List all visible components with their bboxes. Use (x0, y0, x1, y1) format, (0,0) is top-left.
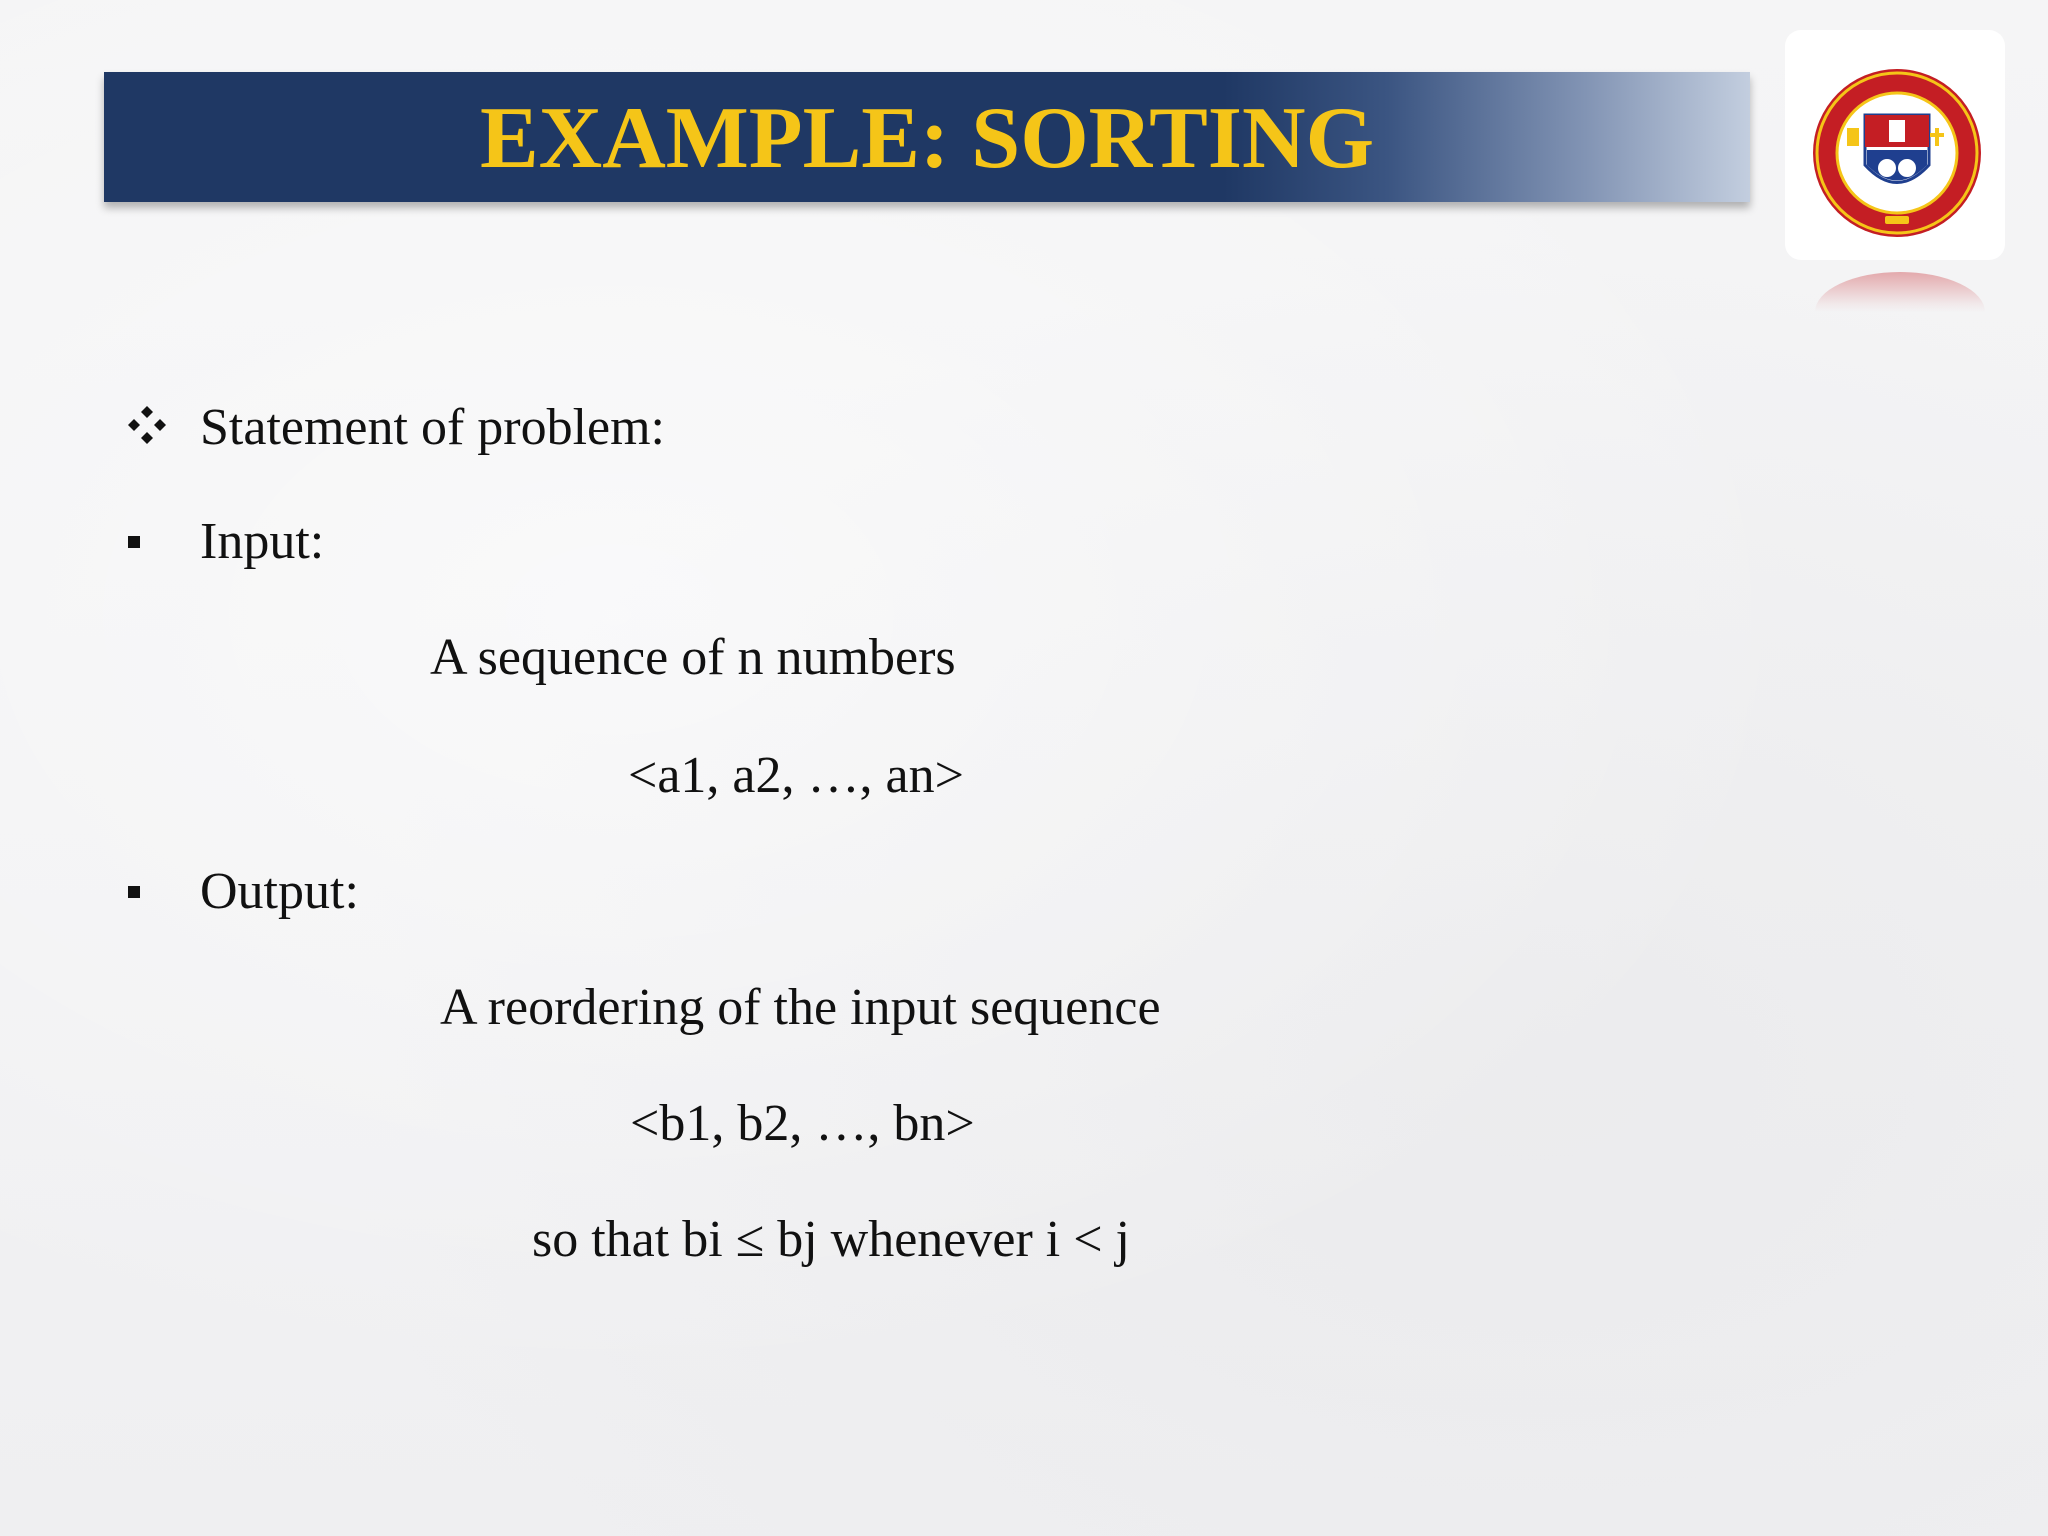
square-bullet-icon (128, 886, 140, 898)
input-sequence: <a1, a2, …, an> (628, 747, 964, 804)
output-label: Output: (200, 863, 359, 920)
input-description: A sequence of n numbers (430, 629, 956, 686)
output-sequence: <b1, b2, …, bn> (630, 1095, 975, 1152)
slide-title: EXAMPLE: SORTING (479, 90, 1375, 187)
output-condition: so that bi ≤ bj whenever i < j (532, 1211, 1130, 1268)
four-diamond-bullet-icon (124, 402, 170, 448)
output-description: A reordering of the input sequence (440, 979, 1161, 1036)
input-label: Input: (200, 513, 325, 570)
square-bullet-icon (128, 536, 140, 548)
statement-label: Statement of problem: (200, 399, 666, 456)
